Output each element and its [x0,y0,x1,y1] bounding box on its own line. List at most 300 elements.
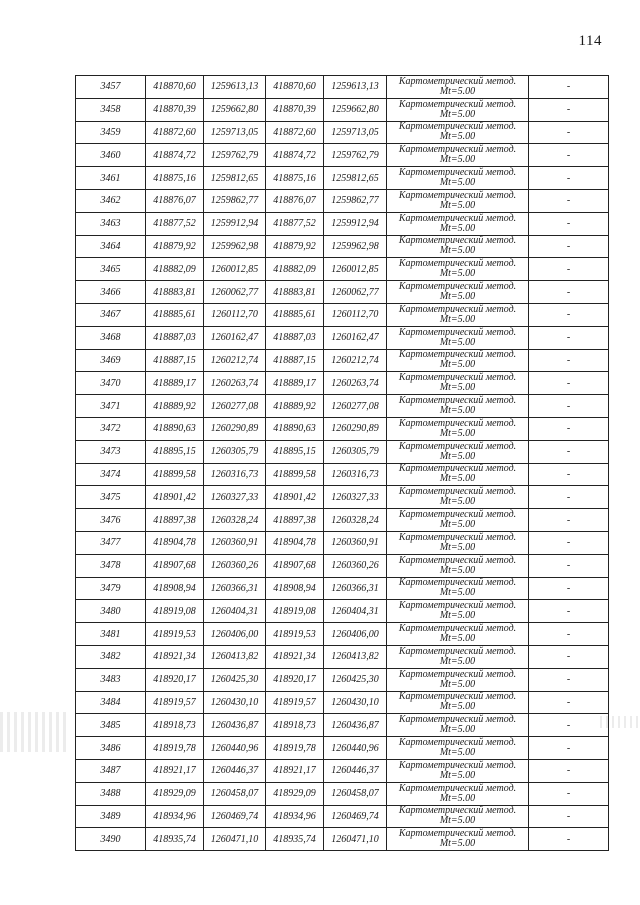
x-new-cell: 418918,73 [266,714,324,737]
point-number-cell: 3472 [76,417,146,440]
method-accuracy: Mt=5.00 [439,359,476,371]
method-accuracy: Mt=5.00 [439,564,476,576]
table-row [76,554,609,577]
method-cell [387,326,529,349]
y-new-cell: 1260305,79 [324,440,387,463]
table-row [76,395,609,418]
note-cell: - [529,303,609,326]
x-old-cell: 418870,60 [146,76,204,99]
y-old-cell: 1259713,05 [204,121,266,144]
method-cell [387,144,529,167]
method-cell [387,759,529,782]
y-new-cell: 1260316,73 [324,463,387,486]
note-cell: - [529,281,609,304]
table-row [76,486,609,509]
note-cell: - [529,805,609,828]
table-row [76,326,609,349]
x-old-cell: 418870,39 [146,98,204,121]
method-label: Картометрический метод. [398,828,517,840]
point-number-cell: 3473 [76,440,146,463]
point-number-cell: 3483 [76,668,146,691]
table-row [76,691,609,714]
point-number-cell: 3478 [76,554,146,577]
page-number: 114 [578,33,602,49]
x-old-cell: 418897,38 [146,509,204,532]
table-row [76,212,609,235]
x-old-cell: 418875,16 [146,167,204,190]
method-label: Картометрический метод. [398,600,517,612]
method-cell [387,805,529,828]
table-row [76,281,609,304]
note-cell: - [529,440,609,463]
method-label: Картометрический метод. [398,577,517,589]
note-cell: - [529,463,609,486]
note-cell: - [529,121,609,144]
x-old-cell: 418918,73 [146,714,204,737]
y-new-cell: 1260406,00 [324,623,387,646]
table-row [76,167,609,190]
method-accuracy: Mt=5.00 [439,633,476,645]
x-old-cell: 418901,42 [146,486,204,509]
method-cell [387,212,529,235]
y-old-cell: 1260469,74 [204,805,266,828]
method-cell [387,486,529,509]
y-old-cell: 1260436,87 [204,714,266,737]
method-accuracy: Mt=5.00 [439,108,476,120]
x-new-cell: 418890,63 [266,417,324,440]
method-accuracy: Mt=5.00 [439,792,476,804]
method-label: Картометрический метод. [398,668,517,680]
method-label: Картометрический метод. [398,395,517,407]
method-accuracy: Mt=5.00 [439,610,476,622]
point-number-cell: 3460 [76,144,146,167]
point-number-cell: 3490 [76,828,146,851]
method-label: Картометрический метод. [398,805,517,817]
y-new-cell: 1260327,33 [324,486,387,509]
point-number-cell: 3457 [76,76,146,99]
method-cell [387,691,529,714]
y-new-cell: 1260436,87 [324,714,387,737]
note-cell: - [529,509,609,532]
coordinates-table-body [76,76,609,851]
method-accuracy: Mt=5.00 [439,245,476,257]
y-new-cell: 1260469,74 [324,805,387,828]
x-old-cell: 418919,78 [146,737,204,760]
y-old-cell: 1260162,47 [204,326,266,349]
x-old-cell: 418883,81 [146,281,204,304]
method-cell [387,167,529,190]
x-old-cell: 418921,34 [146,645,204,668]
y-old-cell: 1260430,10 [204,691,266,714]
note-cell: - [529,828,609,851]
method-accuracy: Mt=5.00 [439,724,476,736]
method-accuracy: Mt=5.00 [439,154,476,166]
method-label: Картометрический метод. [398,372,517,384]
y-old-cell: 1260440,96 [204,737,266,760]
x-new-cell: 418882,09 [266,258,324,281]
point-number-cell: 3481 [76,623,146,646]
x-old-cell: 418889,17 [146,372,204,395]
method-accuracy: Mt=5.00 [439,177,476,189]
table-row [76,372,609,395]
y-old-cell: 1260425,30 [204,668,266,691]
method-accuracy: Mt=5.00 [439,427,476,439]
point-number-cell: 3463 [76,212,146,235]
note-cell: - [529,737,609,760]
y-old-cell: 1260212,74 [204,349,266,372]
y-new-cell: 1260290,89 [324,417,387,440]
method-accuracy: Mt=5.00 [439,655,476,667]
y-old-cell: 1259762,79 [204,144,266,167]
x-new-cell: 418935,74 [266,828,324,851]
method-cell [387,623,529,646]
table-row [76,144,609,167]
y-old-cell: 1259812,65 [204,167,266,190]
point-number-cell: 3475 [76,486,146,509]
y-new-cell: 1260425,30 [324,668,387,691]
note-cell: - [529,349,609,372]
y-old-cell: 1260327,33 [204,486,266,509]
point-number-cell: 3476 [76,509,146,532]
method-cell [387,417,529,440]
note-cell: - [529,98,609,121]
table-row [76,258,609,281]
method-cell [387,463,529,486]
note-cell: - [529,486,609,509]
y-old-cell: 1260446,37 [204,759,266,782]
table-row [76,189,609,212]
point-number-cell: 3480 [76,600,146,623]
method-label: Картометрический метод. [398,759,517,771]
y-new-cell: 1260328,24 [324,509,387,532]
method-accuracy: Mt=5.00 [439,678,476,690]
x-new-cell: 418919,08 [266,600,324,623]
y-new-cell: 1260162,47 [324,326,387,349]
y-old-cell: 1260406,00 [204,623,266,646]
note-cell: - [529,531,609,554]
table-row [76,531,609,554]
y-new-cell: 1260458,07 [324,782,387,805]
x-new-cell: 418895,15 [266,440,324,463]
method-accuracy: Mt=5.00 [439,131,476,143]
point-number-cell: 3466 [76,281,146,304]
method-label: Картометрический метод. [398,281,517,293]
x-new-cell: 418883,81 [266,281,324,304]
table-row [76,349,609,372]
note-cell: - [529,167,609,190]
note-cell: - [529,326,609,349]
point-number-cell: 3464 [76,235,146,258]
y-new-cell: 1260360,91 [324,531,387,554]
method-cell [387,828,529,851]
method-cell [387,577,529,600]
method-label: Картометрический метод. [398,258,517,270]
y-old-cell: 1260413,82 [204,645,266,668]
method-accuracy: Mt=5.00 [439,519,476,531]
point-number-cell: 3470 [76,372,146,395]
x-new-cell: 418870,60 [266,76,324,99]
x-new-cell: 418889,17 [266,372,324,395]
method-cell [387,440,529,463]
x-new-cell: 418934,96 [266,805,324,828]
method-cell [387,372,529,395]
method-cell [387,645,529,668]
y-old-cell: 1259662,80 [204,98,266,121]
point-number-cell: 3471 [76,395,146,418]
y-new-cell: 1259662,80 [324,98,387,121]
method-label: Картометрический метод. [398,554,517,566]
coordinates-table [75,75,609,851]
method-accuracy: Mt=5.00 [439,473,476,485]
table-row [76,417,609,440]
note-cell: - [529,645,609,668]
method-label: Картометрический метод. [398,737,517,748]
x-old-cell: 418879,92 [146,235,204,258]
note-cell: - [529,554,609,577]
method-label: Картометрический метод. [398,303,517,315]
x-new-cell: 418921,34 [266,645,324,668]
y-old-cell: 1260316,73 [204,463,266,486]
method-label: Картометрический метод. [398,509,517,521]
method-cell [387,76,529,99]
table-row [76,440,609,463]
point-number-cell: 3488 [76,782,146,805]
x-new-cell: 418907,68 [266,554,324,577]
point-number-cell: 3486 [76,737,146,760]
x-new-cell: 418920,17 [266,668,324,691]
method-label: Картометрический метод. [398,121,517,133]
note-cell: - [529,577,609,600]
y-new-cell: 1260440,96 [324,737,387,760]
y-new-cell: 1260366,31 [324,577,387,600]
y-old-cell: 1259912,94 [204,212,266,235]
y-old-cell: 1260404,31 [204,600,266,623]
table-row [76,645,609,668]
table-row [76,577,609,600]
method-label: Картометрический метод. [398,189,517,201]
x-old-cell: 418890,63 [146,417,204,440]
x-new-cell: 418872,60 [266,121,324,144]
method-accuracy: Mt=5.00 [439,541,476,553]
point-number-cell: 3461 [76,167,146,190]
method-accuracy: Mt=5.00 [439,815,476,827]
method-cell [387,668,529,691]
method-cell [387,235,529,258]
y-old-cell: 1260305,79 [204,440,266,463]
table-row [76,623,609,646]
table-row [76,714,609,737]
point-number-cell: 3477 [76,531,146,554]
method-label: Картометрический метод. [398,326,517,338]
method-accuracy: Mt=5.00 [439,268,476,280]
x-new-cell: 418919,53 [266,623,324,646]
note-cell: - [529,417,609,440]
x-new-cell: 418877,52 [266,212,324,235]
y-old-cell: 1260360,91 [204,531,266,554]
x-old-cell: 418876,07 [146,189,204,212]
table-row [76,782,609,805]
method-label: Картометрический метод. [398,75,517,87]
note-cell: - [529,623,609,646]
method-cell [387,258,529,281]
method-label: Картометрический метод. [398,98,517,110]
method-label: Картометрический метод. [398,623,517,635]
method-cell [387,98,529,121]
method-cell [387,737,529,760]
point-number-cell: 3465 [76,258,146,281]
method-accuracy: Mt=5.00 [439,769,476,781]
x-old-cell: 418899,58 [146,463,204,486]
y-old-cell: 1260366,31 [204,577,266,600]
method-label: Картометрический метод. [398,349,517,361]
y-new-cell: 1260277,08 [324,395,387,418]
x-old-cell: 418877,52 [146,212,204,235]
method-label: Картометрический метод. [398,645,517,657]
table-row [76,98,609,121]
x-old-cell: 418907,68 [146,554,204,577]
x-old-cell: 418929,09 [146,782,204,805]
y-old-cell: 1260012,85 [204,258,266,281]
y-old-cell: 1260290,89 [204,417,266,440]
x-old-cell: 418895,15 [146,440,204,463]
point-number-cell: 3474 [76,463,146,486]
x-new-cell: 418901,42 [266,486,324,509]
point-number-cell: 3462 [76,189,146,212]
method-label: Картометрический метод. [398,486,517,498]
x-old-cell: 418872,60 [146,121,204,144]
table-row [76,509,609,532]
method-accuracy: Mt=5.00 [439,199,476,211]
y-new-cell: 1259862,77 [324,189,387,212]
y-new-cell: 1260471,10 [324,828,387,851]
x-new-cell: 418887,03 [266,326,324,349]
y-new-cell: 1259613,13 [324,76,387,99]
note-cell: - [529,714,609,737]
y-old-cell: 1259862,77 [204,189,266,212]
method-label: Картометрический метод. [398,235,517,247]
method-accuracy: Mt=5.00 [439,291,476,303]
point-number-cell: 3459 [76,121,146,144]
y-new-cell: 1260212,74 [324,349,387,372]
x-new-cell: 418919,57 [266,691,324,714]
x-old-cell: 418874,72 [146,144,204,167]
x-old-cell: 418908,94 [146,577,204,600]
x-old-cell: 418889,92 [146,395,204,418]
y-new-cell: 1259812,65 [324,167,387,190]
x-old-cell: 418919,57 [146,691,204,714]
x-old-cell: 418921,17 [146,759,204,782]
x-new-cell: 418885,61 [266,303,324,326]
method-cell [387,782,529,805]
y-new-cell: 1259912,94 [324,212,387,235]
note-cell: - [529,189,609,212]
x-new-cell: 418904,78 [266,531,324,554]
method-label: Картометрический метод. [398,691,517,703]
method-accuracy: Mt=5.00 [439,405,476,417]
x-new-cell: 418897,38 [266,509,324,532]
method-accuracy: Mt=5.00 [439,222,476,234]
method-accuracy: Mt=5.00 [439,382,476,394]
y-new-cell: 1259762,79 [324,144,387,167]
point-number-cell: 3482 [76,645,146,668]
y-old-cell: 1260458,07 [204,782,266,805]
method-cell [387,303,529,326]
y-new-cell: 1259962,98 [324,235,387,258]
table-row [76,76,609,99]
x-old-cell: 418919,53 [146,623,204,646]
method-label: Картометрический метод. [398,167,517,179]
x-new-cell: 418875,16 [266,167,324,190]
x-new-cell: 418889,92 [266,395,324,418]
note-cell: - [529,395,609,418]
x-new-cell: 418879,92 [266,235,324,258]
y-new-cell: 1260446,37 [324,759,387,782]
method-label: Картометрический метод. [398,714,517,726]
note-cell: - [529,759,609,782]
table-row [76,668,609,691]
y-new-cell: 1260413,82 [324,645,387,668]
x-new-cell: 418874,72 [266,144,324,167]
method-label: Картометрический метод. [398,531,517,543]
method-cell [387,121,529,144]
x-old-cell: 418885,61 [146,303,204,326]
method-accuracy: Mt=5.00 [439,587,476,599]
method-cell [387,714,529,737]
note-cell: - [529,600,609,623]
y-new-cell: 1260062,77 [324,281,387,304]
y-old-cell: 1259962,98 [204,235,266,258]
method-accuracy: Mt=5.00 [439,701,476,713]
point-number-cell: 3468 [76,326,146,349]
note-cell: - [529,258,609,281]
table-row [76,235,609,258]
x-old-cell: 418887,03 [146,326,204,349]
scan-artifact-left [0,712,70,752]
note-cell: - [529,144,609,167]
method-cell [387,554,529,577]
method-label: Картометрический метод. [398,417,517,429]
method-accuracy: Mt=5.00 [439,450,476,462]
method-cell [387,600,529,623]
y-new-cell: 1260360,26 [324,554,387,577]
method-label: Картометрический метод. [398,212,517,224]
note-cell: - [529,782,609,805]
table-row [76,737,609,760]
x-old-cell: 418887,15 [146,349,204,372]
note-cell: - [529,212,609,235]
note-cell: - [529,691,609,714]
method-cell [387,531,529,554]
y-old-cell: 1260328,24 [204,509,266,532]
x-new-cell: 418919,78 [266,737,324,760]
table-row [76,463,609,486]
y-old-cell: 1260112,70 [204,303,266,326]
x-new-cell: 418899,58 [266,463,324,486]
method-accuracy: Mt=5.00 [439,336,476,348]
x-old-cell: 418904,78 [146,531,204,554]
x-old-cell: 418882,09 [146,258,204,281]
note-cell: - [529,76,609,99]
table-row [76,121,609,144]
y-new-cell: 1259713,05 [324,121,387,144]
method-accuracy: Mt=5.00 [439,85,476,97]
method-label: Картометрический метод. [398,463,517,475]
method-label: Картометрический метод. [398,440,517,452]
method-accuracy: Mt=5.00 [439,496,476,508]
table-row [76,303,609,326]
y-new-cell: 1260430,10 [324,691,387,714]
method-cell [387,509,529,532]
